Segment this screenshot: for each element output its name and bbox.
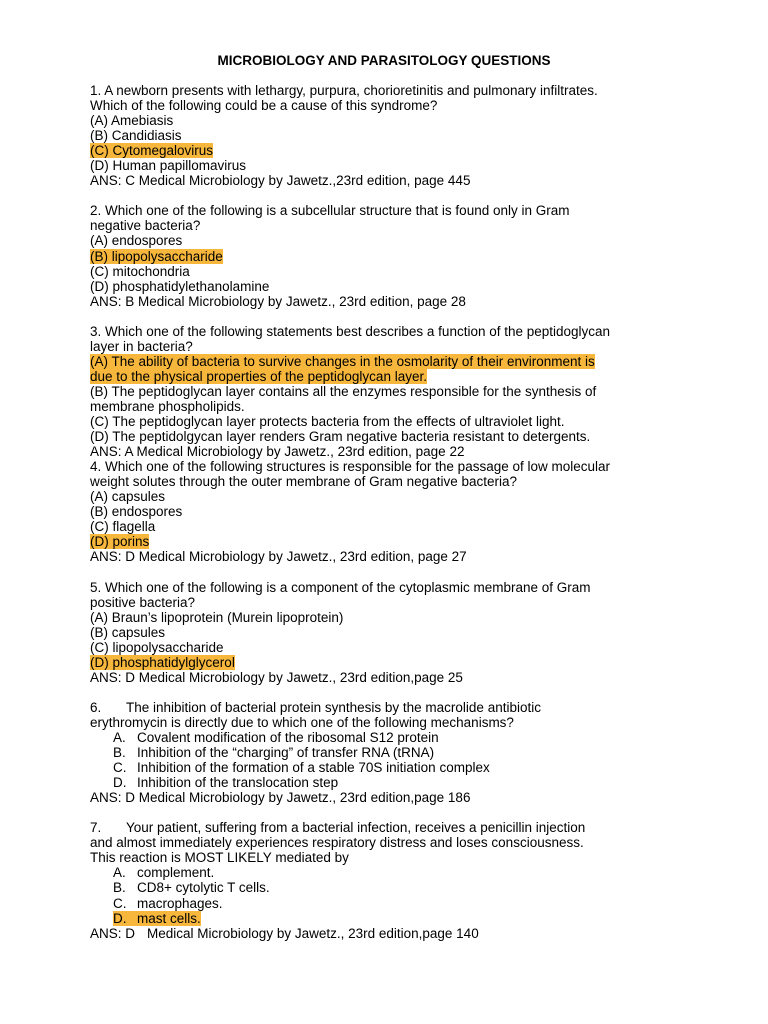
- answer-option: [90, 384, 690, 399]
- question-stem-line: weight solutes through the outer membrane of Gram negative bacteria?: [90, 474, 517, 490]
- answer-option: [90, 730, 690, 745]
- question-4: [90, 459, 690, 564]
- answer-key: ANS: B Medical Microbiology by Jawetz., 23rd edition, page 28: [90, 293, 466, 309]
- answer-option: [90, 865, 690, 880]
- answer-option: [90, 279, 690, 294]
- option-text: (A) Braun’s lipoprotein (Murein lipoprotein): [90, 609, 344, 625]
- option-text: membrane phospholipids.: [90, 398, 245, 414]
- answer-option: [90, 775, 690, 790]
- option-text: (B) endospores: [90, 504, 183, 520]
- answer-key: ANS: D Medical Microbiology by Jawetz., 23rd edition,page 25: [90, 669, 463, 685]
- option-text: (D) phosphatidylethanolamine: [90, 278, 270, 294]
- question-stem-line: positive bacteria?: [90, 594, 196, 610]
- question-5: [90, 580, 690, 685]
- option-text: (D) The peptidolgycan layer renders Gram negative bacteria resistant to detergents.: [90, 429, 591, 445]
- question-stem-line: negative bacteria?: [90, 218, 201, 234]
- option-letter: C.: [113, 895, 127, 911]
- option-text: mast cells.: [137, 910, 201, 926]
- answer-option: [90, 264, 690, 279]
- option-letter: C.: [113, 760, 127, 776]
- answer-option-highlighted: [90, 655, 690, 670]
- answer-option: [90, 399, 690, 414]
- option-text: CD8+ cytolytic T cells.: [137, 880, 270, 896]
- option-text: (B) Candidiasis: [90, 128, 182, 144]
- answer-option-highlighted: [90, 369, 690, 384]
- question-stem-line: 2. Which one of the following is a subcellular structure that is found only in Gram: [90, 203, 570, 219]
- option-text: Inhibition of the “charging” of transfer RNA (tRNA): [137, 745, 435, 761]
- document-title: MICROBIOLOGY AND PARASITOLOGY QUESTIONS: [217, 53, 551, 68]
- option-text: Inhibition of the formation of a stable 70S initiation complex: [137, 760, 490, 776]
- answer-key: ANS: C Medical Microbiology by Jawetz.,23rd edition, page 445: [90, 173, 471, 189]
- option-letter: D.: [113, 775, 127, 791]
- answer-key: ANS: D Medical Microbiology by Jawetz., 23rd edition,page 186: [90, 790, 471, 806]
- question-stem-line: [90, 700, 690, 715]
- question-stem-text: The inhibition of bacterial protein synthesis by the macrolide antibiotic: [126, 699, 541, 715]
- question-stem-line: erythromycin is directly due to which one of the following mechanisms?: [90, 714, 514, 730]
- question-stem-text: Your patient, suffering from a bacterial infection, receives a penicillin injection: [126, 820, 586, 836]
- question-stem-line: 1. A newborn presents with lethargy, purpura, chorioretinitis and pulmonary infiltrates.: [90, 83, 598, 98]
- answer-option: [90, 745, 690, 760]
- option-letter: A.: [113, 730, 126, 746]
- question-stem-line: [90, 820, 690, 835]
- answer-option: [90, 414, 690, 429]
- answer-key: ANS: D Medical Microbiology by Jawetz., 23rd edition, page 27: [90, 549, 467, 565]
- option-text: (C) The peptidoglycan layer protects bacteria from the effects of ultraviolet light.: [90, 414, 565, 430]
- option-highlight: [113, 911, 201, 926]
- answer-option-highlighted: [90, 143, 690, 158]
- question-number: 7.: [90, 820, 102, 836]
- question-7: [90, 820, 690, 940]
- option-letter: B.: [113, 880, 126, 896]
- question-2: [90, 203, 690, 308]
- answer-option: [90, 625, 690, 640]
- option-text: (D) phosphatidylglycerol: [90, 654, 235, 670]
- answer-key-reference: Medical Microbiology by Jawetz., 23rd edition,page 140: [147, 925, 479, 941]
- option-text: Inhibition of the translocation step: [137, 775, 339, 791]
- option-text: (D) Human papillomavirus: [90, 158, 247, 174]
- question-stem-line: and almost immediately experiences respiratory distress and loses consciousness.: [90, 835, 584, 851]
- answer-option: [90, 760, 690, 775]
- option-text: (C) Cytomegalovirus: [90, 143, 214, 159]
- option-text: macrophages.: [137, 895, 223, 911]
- answer-option: [90, 519, 690, 534]
- answer-option-highlighted: [90, 354, 690, 369]
- answer-option: [90, 158, 690, 173]
- option-text: Covalent modification of the ribosomal S12 protein: [137, 730, 439, 746]
- document-body: [90, 83, 690, 941]
- answer-option: [90, 880, 690, 895]
- option-text: complement.: [137, 865, 215, 881]
- option-text: (A) The ability of bacteria to survive changes in the osmolarity of their environment is: [90, 353, 595, 369]
- answer-option: [90, 504, 690, 519]
- question-1: [90, 83, 690, 188]
- question-stem-line: 4. Which one of the following structures is responsible for the passage of low molecular: [90, 459, 611, 475]
- question-stem-line: 3. Which one of the following statements best describes a function of the peptidoglycan: [90, 323, 611, 339]
- answer-key: [90, 926, 690, 941]
- option-text: (B) capsules: [90, 624, 166, 640]
- option-letter: D.: [113, 910, 127, 926]
- answer-option-highlighted: [90, 911, 690, 926]
- option-text: (C) mitochondria: [90, 263, 190, 279]
- answer-option: [90, 640, 690, 655]
- answer-option-highlighted: [90, 534, 690, 549]
- option-text: (C) flagella: [90, 519, 156, 535]
- question-stem-line: layer in bacteria?: [90, 338, 193, 354]
- option-text: (A) endospores: [90, 233, 183, 249]
- answer-option: [90, 896, 690, 911]
- question-stem-line: 5. Which one of the following is a component of the cytoplasmic membrane of Gram: [90, 579, 591, 595]
- answer-option-highlighted: [90, 249, 690, 264]
- option-letter: A.: [113, 865, 126, 881]
- option-text: (C) lipopolysaccharide: [90, 639, 224, 655]
- question-number: 6.: [90, 699, 102, 715]
- answer-option: [90, 489, 690, 504]
- option-text: (B) The peptidoglycan layer contains all the enzymes responsible for the synthesis of: [90, 383, 597, 399]
- option-text: (B) lipopolysaccharide: [90, 248, 223, 264]
- question-3: [90, 324, 690, 459]
- answer-option: [90, 233, 690, 248]
- option-letter: B.: [113, 745, 126, 761]
- option-text: (A) capsules: [90, 489, 166, 505]
- question-stem-line: This reaction is MOST LIKELY mediated by: [90, 850, 349, 866]
- answer-option: [90, 429, 690, 444]
- answer-option: [90, 610, 690, 625]
- option-text: (A) Amebiasis: [90, 113, 174, 129]
- option-text: (D) porins: [90, 534, 150, 550]
- question-stem-line: Which of the following could be a cause of this syndrome?: [90, 98, 438, 114]
- answer-key: ANS: A Medical Microbiology by Jawetz., 23rd edition, page 22: [90, 444, 465, 460]
- answer-option: [90, 113, 690, 128]
- question-6: [90, 700, 690, 805]
- answer-option: [90, 128, 690, 143]
- option-text: due to the physical properties of the peptidoglycan layer.: [90, 368, 427, 384]
- answer-key-prefix: ANS: D: [90, 925, 136, 941]
